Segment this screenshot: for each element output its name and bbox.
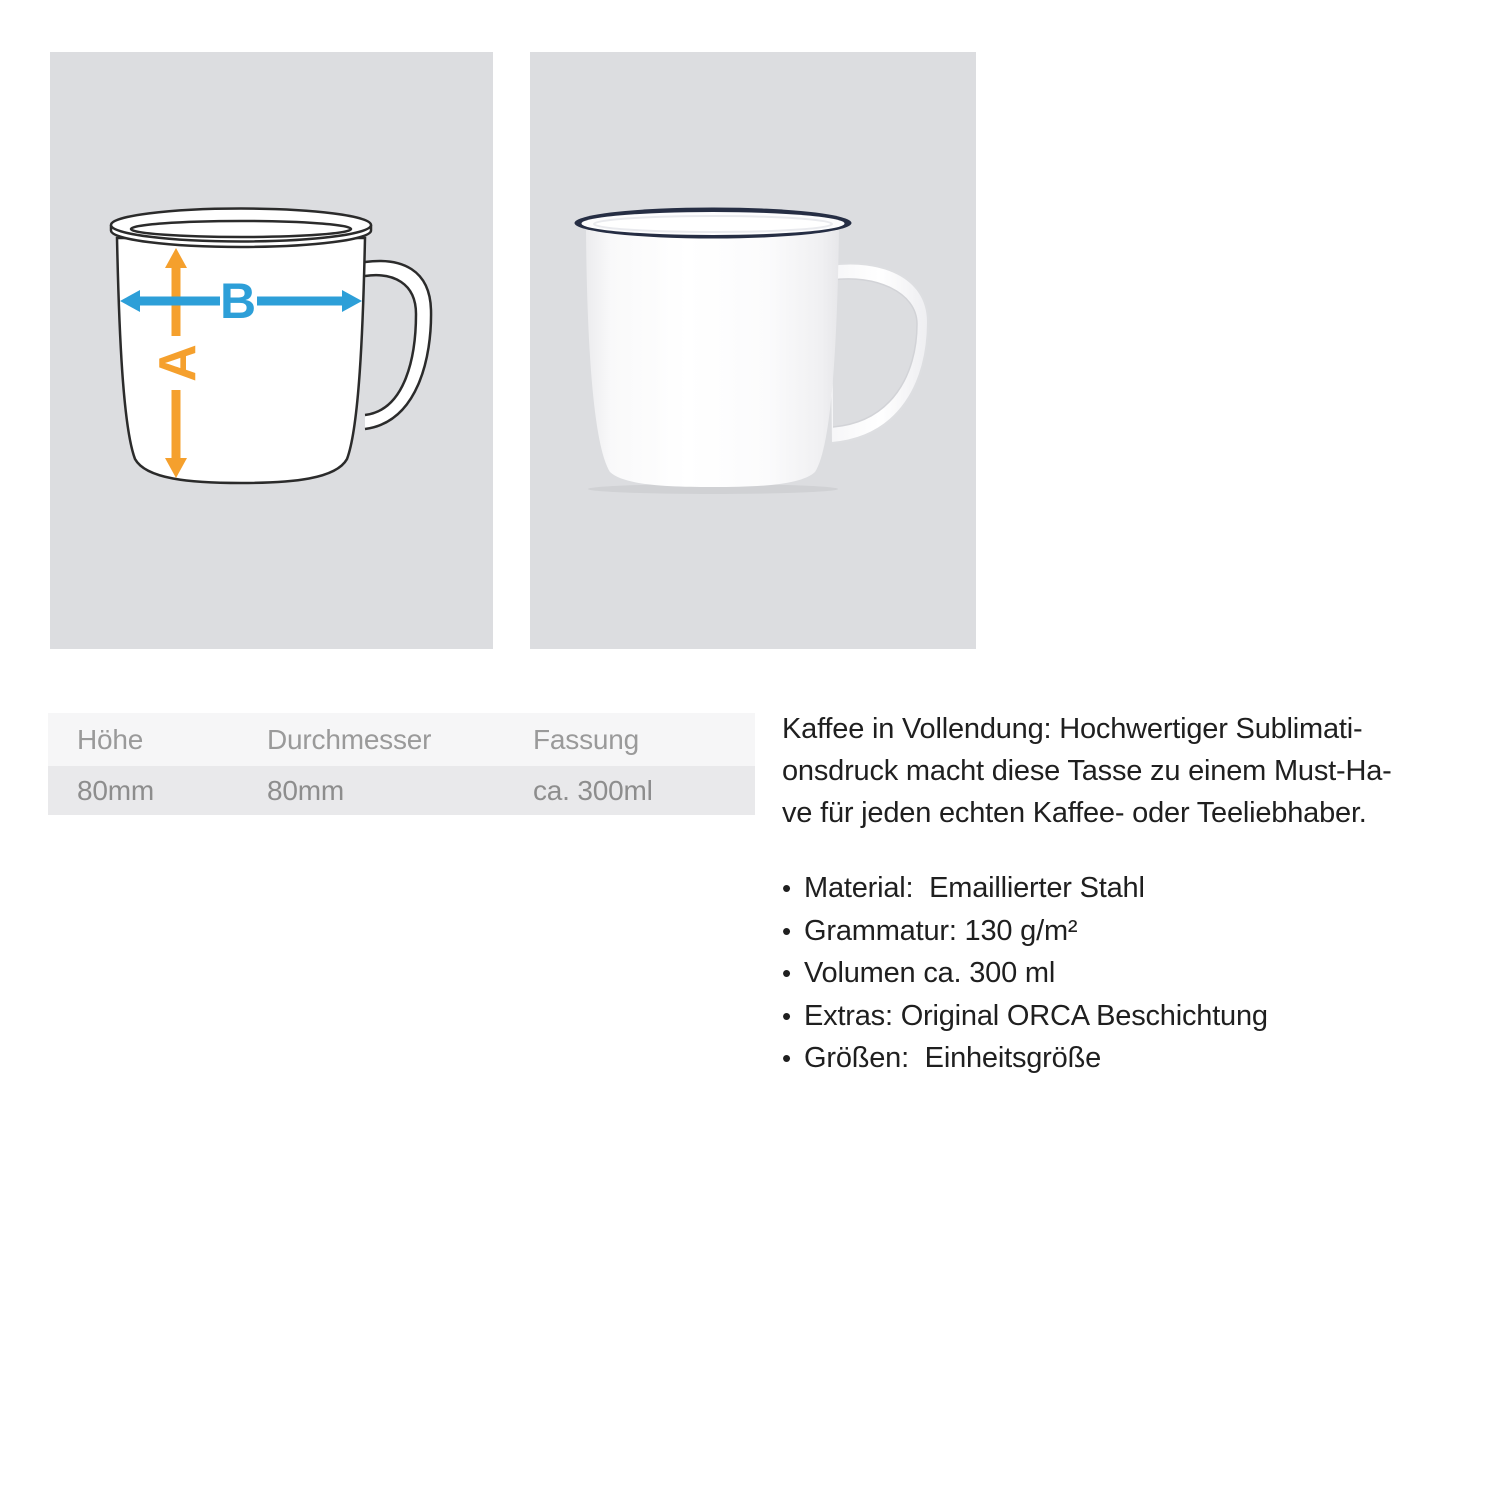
mug-size-diagram [50,52,493,649]
feature-extras: Extras: Original ORCA Beschichtung [804,999,1268,1032]
intro-line: ve für jeden echten Kaffee- oder Teeliebhaber. [782,797,1367,829]
feature-list [782,867,1482,1080]
bullet-marker: • [782,915,791,946]
description-intro [782,708,1482,834]
photo-mug-handle [830,264,928,443]
size-table-value-durchmesser: 80mm [267,774,344,806]
size-table-header-hoehe: Höhe [77,723,144,755]
size-table-value-row [48,766,755,815]
list-item [782,952,1482,995]
size-table-header-row [48,713,755,766]
product-image-photo[interactable] [530,52,976,649]
height-label: A [149,344,207,382]
diameter-label: B [219,273,257,329]
diagram-mug-opening [131,221,351,237]
bullet-marker: • [782,958,791,988]
bullet-marker: • [782,873,791,903]
photo-mug-body [586,230,839,487]
product-description [782,708,1482,1080]
feature-volumen: Volumen ca. 300 ml [804,957,1056,989]
size-table [48,713,755,815]
size-table-header-fassung: Fassung [533,723,639,755]
size-table-value-hoehe: 80mm [77,774,154,806]
product-image-size-diagram[interactable] [50,52,493,649]
mug-photo [530,52,976,649]
intro-line: onsdruck macht diese Tasse zu einem Must-Ha- [782,755,1392,787]
feature-groessen: Größen: Einheitsgröße [804,1042,1102,1074]
bullet-marker: • [782,1000,791,1031]
size-table-header-durchmesser: Durchmesser [267,723,432,755]
bullet-marker: • [782,1043,791,1073]
photo-mug-opening [594,216,832,232]
feature-grammatur: Grammatur: 130 g/m² [804,914,1078,947]
list-item [782,1037,1482,1080]
list-item [782,995,1482,1038]
size-table-value-fassung: ca. 300ml [533,774,653,806]
feature-material: Material: Emaillierter Stahl [804,872,1145,904]
list-item [782,867,1482,910]
list-item [782,910,1482,953]
diagram-mug-handle [365,261,431,429]
intro-line: Kaffee in Vollendung: Hochwertiger Sublimati- [782,713,1363,745]
